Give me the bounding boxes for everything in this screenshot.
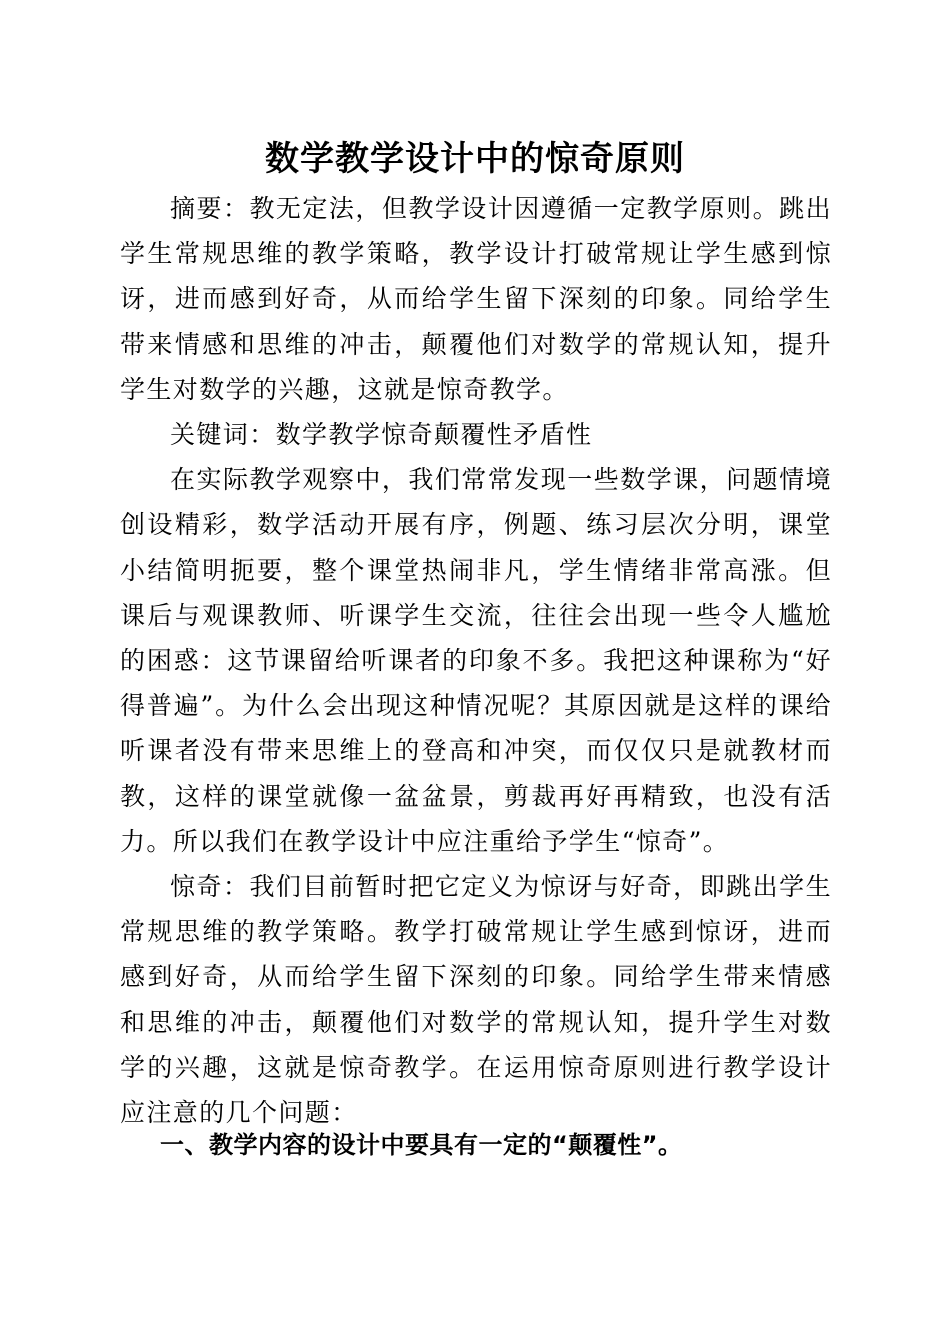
observation-paragraph: 在实际教学观察中，我们常常发现一些数学课，问题情境创设精彩，数学活动开展有序，例题、练习层次分明，课堂小结简明扼要，整个课堂热闹非凡，学生情绪非常高涨。但课后与观课教师、听课学生交流，往往会出现一些令人尴尬的困惑：这节课留给听课者的印象不多。我把这种课称为“好得普遍”。为什么会出现这种情况呢？其原因就是这样的课给听课者没有带来思维上的登高和冲突，而仅仅只是就教材而教，这样的课堂就像一盆盆景，剪裁再好再精致，也没有活力。所以我们在教学设计中应注重给予学生“惊奇”。 (120, 465, 832, 856)
abstract-paragraph: 摘要：教无定法，但教学设计因遵循一定教学原则。跳出学生常规思维的教学策略，教学设计打破常规让学生感到惊讶，进而感到好奇，从而给学生留下深刻的印象。同给学生带来情感和思维的冲击，颠覆他们对数学的常规认知，提升学生对数学的兴趣，这就是惊奇教学。 (120, 194, 832, 404)
document-body (120, 186, 832, 1135)
section-heading: 一、教学内容的设计中要具有一定的“颠覆性”。 (160, 1131, 683, 1159)
definition-paragraph: 惊奇：我们目前暂时把它定义为惊讶与好奇，即跳出学生常规思维的教学策略。教学打破常规让学生感到惊讶，进而感到好奇，从而给学生留下深刻的印象。同给学生带来情感和思维的冲击，颠覆他们对数学的常规认知，提升学生对数学的兴趣，这就是惊奇教学。在运用惊奇原则进行教学设计应注意的几个问题： (120, 872, 832, 1128)
document-title: 数学教学设计中的惊奇原则 (265, 139, 685, 179)
keywords-paragraph: 关键词：数学教学惊奇颠覆性矛盾性 (170, 420, 593, 450)
